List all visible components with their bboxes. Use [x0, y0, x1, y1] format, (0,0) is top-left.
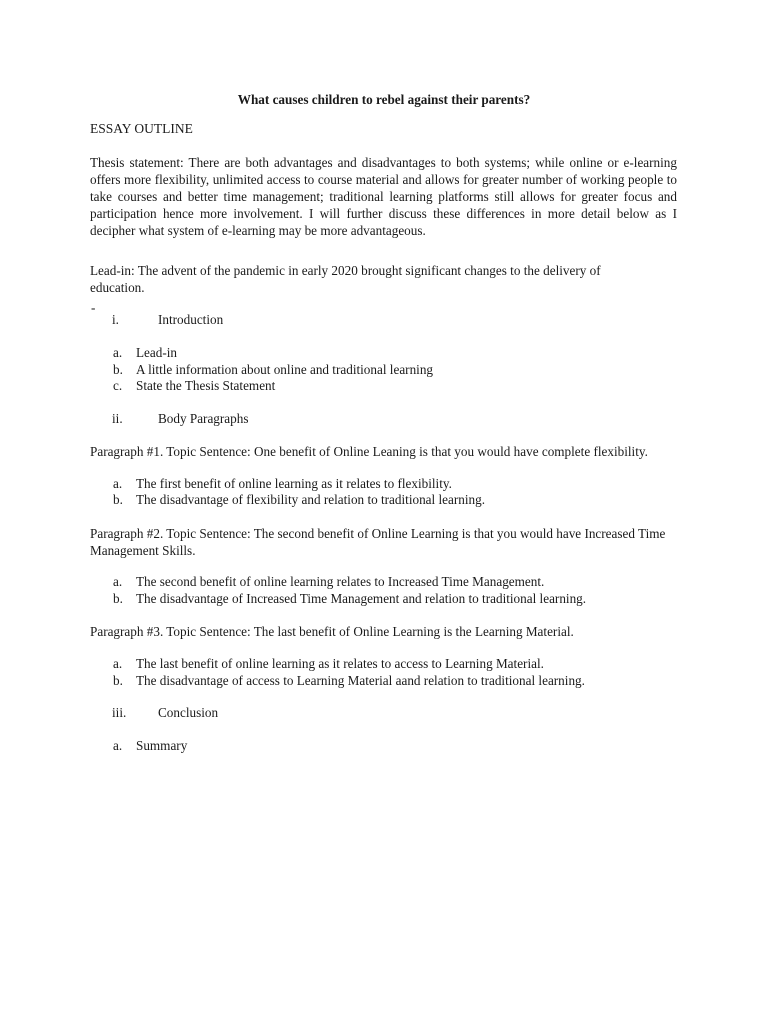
- list-item: The disadvantage of Increased Time Management and relation to traditional learning.: [136, 591, 587, 606]
- document-title: What causes children to rebel against their parents?: [237, 92, 531, 107]
- list-item: Lead-in: [136, 345, 178, 360]
- lead-in-paragraph: Lead-in: The advent of the pandemic in early 2020 brought significant changes to the delivery of education.: [90, 263, 601, 295]
- list-item-letter: b.: [113, 362, 123, 377]
- list-item-letter: a.: [113, 738, 123, 753]
- list-item-letter: c.: [113, 378, 123, 393]
- list-item-letter: b.: [113, 492, 123, 507]
- list-item-letter: a.: [113, 574, 123, 589]
- list-item-letter: a.: [113, 656, 123, 671]
- list-item: The first benefit of online learning as it relates to flexibility.: [136, 476, 452, 491]
- section-title-intro: Introduction: [158, 312, 224, 327]
- list-item-letter: a.: [113, 345, 123, 360]
- section-numeral-body: ii.: [112, 411, 123, 426]
- section-numeral-intro: i.: [112, 312, 119, 327]
- list-item: The second benefit of online learning relates to Increased Time Management.: [136, 574, 545, 589]
- list-item: The disadvantage of flexibility and relation to traditional learning.: [136, 492, 485, 507]
- list-item-letter: a.: [113, 476, 123, 491]
- thesis-statement: Thesis statement: There are both advantages and disadvantages to both systems; while online or e-learning offers more flexibility, unlimited access to course material and allows for greater number of working people to take courses and better time management; traditional learning platforms still allows for greater focus and participation hence more involvement. I will further discuss these differences in more detail below as I decipher what system of e-learning may be more advantageous.: [90, 155, 677, 238]
- paragraph-heading-2: Paragraph #2. Topic Sentence: The second benefit of Online Learning is that you would have Increased Time Management Skills.: [90, 526, 666, 558]
- section-title-conclusion: Conclusion: [158, 705, 219, 720]
- section-title-body: Body Paragraphs: [158, 411, 249, 426]
- list-item-letter: b.: [113, 591, 123, 606]
- list-item: The disadvantage of access to Learning Material aand relation to traditional learning.: [136, 673, 585, 688]
- list-item: The last benefit of online learning as it relates to access to Learning Material.: [136, 656, 544, 671]
- list-item: A little information about online and traditional learning: [136, 362, 434, 377]
- list-item: Summary: [136, 738, 188, 753]
- dash-mark: -: [91, 300, 96, 315]
- list-item: State the Thesis Statement: [136, 378, 276, 393]
- paragraph-heading-3: Paragraph #3. Topic Sentence: The last benefit of Online Learning is the Learning Material.: [90, 624, 574, 639]
- section-numeral-conclusion: iii.: [112, 705, 127, 720]
- essay-outline-heading: ESSAY OUTLINE: [90, 121, 193, 136]
- list-item-letter: b.: [113, 673, 123, 688]
- paragraph-heading-1: Paragraph #1. Topic Sentence: One benefit of Online Leaning is that you would have complete flexibility.: [90, 444, 648, 459]
